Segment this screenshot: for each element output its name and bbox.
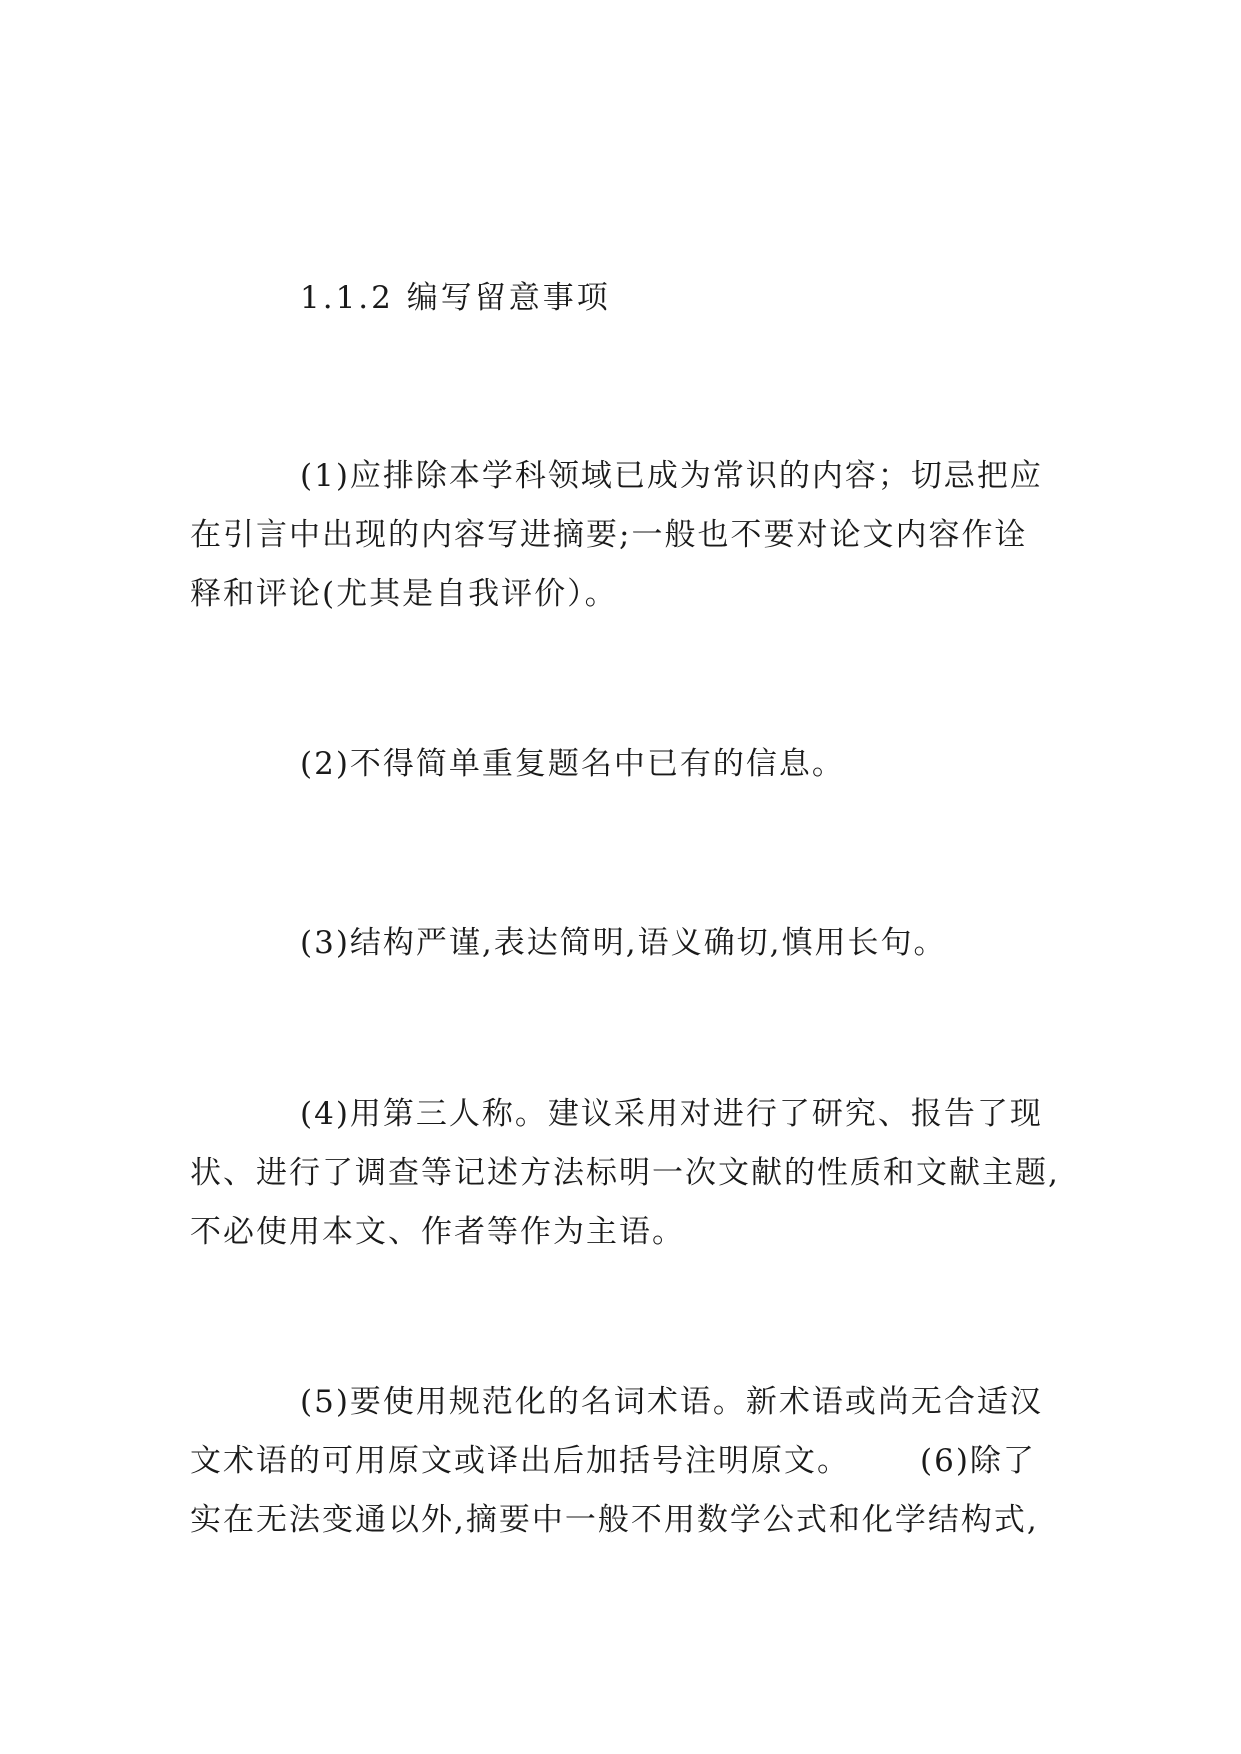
paragraph-item-2 xyxy=(190,735,1058,794)
paragraph-line-text: (6)除了 xyxy=(920,1443,1036,1479)
paragraph-item-3 xyxy=(190,914,1058,973)
section-heading: 1.1.2 编写留意事项 xyxy=(300,280,611,316)
paragraph-line: 释和评论(尤其是自我评价）。 xyxy=(190,576,618,612)
paragraph-line: (4)用第三人称。建议采用对进行了研究、报告了现 xyxy=(300,1096,1043,1132)
paragraph-line: 不必使用本文、作者等作为主语。 xyxy=(190,1214,685,1250)
paragraph-line: (2)不得简单重复题名中已有的信息。 xyxy=(300,746,845,782)
paragraph-line: 在引言中出现的内容写进摘要;一般也不要对论文内容作诠 xyxy=(190,517,1028,553)
paragraph-line: 实在无法变通以外,摘要中一般不用数学公式和化学结构式, xyxy=(190,1502,1039,1538)
paragraph-line xyxy=(190,1432,1058,1491)
paragraph-line: (1)应排除本学科领域已成为常识的内容；切忌把应 xyxy=(300,458,1043,494)
paragraph-line: 状、进行了调查等记述方法标明一次文献的性质和文献主题, xyxy=(190,1155,1060,1191)
paragraph-item-1 xyxy=(190,447,1058,624)
paragraph-item-5 xyxy=(190,1373,1058,1550)
paragraph-line: (5)要使用规范化的名词术语。新术语或尚无合适汉 xyxy=(300,1384,1043,1420)
paragraph-line: (3)结构严谨,表达简明,语义确切,慎用长句。 xyxy=(300,925,947,961)
paragraph-item-4 xyxy=(190,1085,1058,1262)
paragraph-line-text: 文术语的可用原文或译出后加括号注明原文。 xyxy=(190,1443,850,1479)
